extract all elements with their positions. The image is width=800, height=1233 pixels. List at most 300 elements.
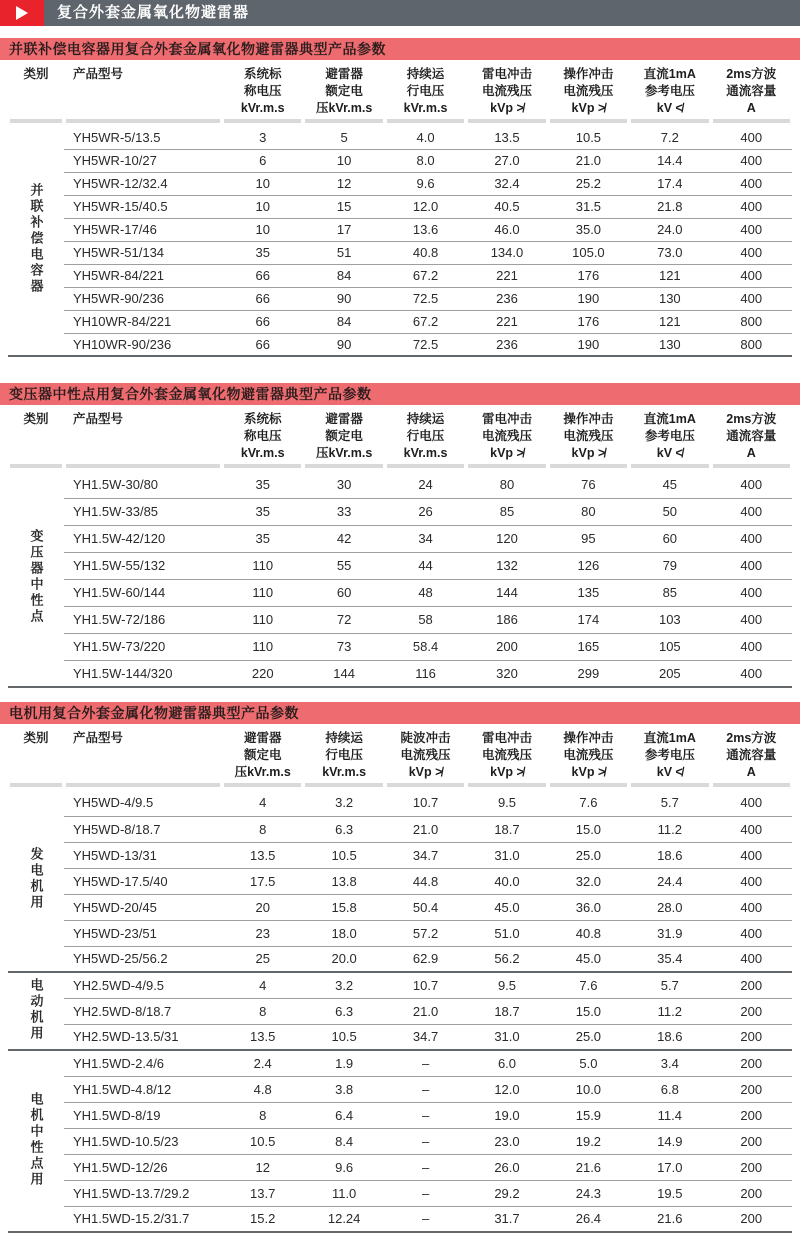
product-model-cell: YH1.5W-30/80	[64, 471, 222, 498]
value-cell: 95	[548, 525, 629, 552]
value-cell: 10	[303, 149, 384, 172]
product-model-cell: YH1.5WD-2.4/6	[64, 1050, 222, 1076]
table-row	[8, 633, 792, 660]
column-header-line: kV ≮	[656, 101, 683, 115]
product-model-cell: YH2.5WD-13.5/31	[64, 1024, 222, 1050]
table-row	[8, 310, 792, 333]
column-header-line: 电流残压	[400, 748, 451, 762]
table-row	[8, 660, 792, 687]
product-model-cell: YH1.5W-33/85	[64, 498, 222, 525]
table-row	[8, 972, 792, 998]
table-row	[8, 1206, 792, 1232]
value-cell: 26.4	[548, 1206, 629, 1232]
value-cell: 35	[222, 241, 303, 264]
header-underline	[468, 119, 545, 123]
value-cell: 6	[222, 149, 303, 172]
column-header-line: kVp ≯	[490, 101, 524, 115]
header-underline	[387, 119, 464, 123]
column-header-line: 持续运	[406, 67, 445, 81]
value-cell: 45	[629, 471, 710, 498]
value-cell: 33	[303, 498, 384, 525]
category-label: 发电机用	[28, 847, 44, 911]
value-cell: 186	[466, 606, 547, 633]
value-cell: 26.0	[466, 1154, 547, 1180]
value-cell: 6.8	[629, 1076, 710, 1102]
table-row	[8, 790, 792, 816]
value-cell: 6.3	[303, 998, 384, 1024]
value-cell: –	[385, 1154, 466, 1180]
section-title-bar	[0, 383, 800, 405]
value-cell: 15.8	[303, 894, 384, 920]
parameters-table	[8, 62, 792, 357]
product-model-cell: YH5WR-15/40.5	[64, 195, 222, 218]
column-header	[385, 407, 466, 462]
value-cell: 51.0	[466, 920, 547, 946]
product-model-cell: YH5WR-12/32.4	[64, 172, 222, 195]
product-model-cell: YH5WD-25/56.2	[64, 946, 222, 972]
value-cell: 144	[303, 660, 384, 687]
value-cell: 31.9	[629, 920, 710, 946]
value-cell: 3.8	[303, 1076, 384, 1102]
value-cell: 42	[303, 525, 384, 552]
column-header-line: kVp ≯	[490, 446, 524, 460]
table-row	[8, 149, 792, 172]
value-cell: 19.0	[466, 1102, 547, 1128]
value-cell: 200	[711, 1128, 792, 1154]
value-cell: 2.4	[222, 1050, 303, 1076]
parameters-table-container	[0, 62, 800, 357]
column-header-line: kVp ≯	[490, 765, 524, 779]
column-header-line: 直流1mA	[643, 67, 696, 81]
value-cell: 35.0	[548, 218, 629, 241]
value-cell: 5.0	[548, 1050, 629, 1076]
value-cell: 320	[466, 660, 547, 687]
product-model-cell: YH5WD-23/51	[64, 920, 222, 946]
value-cell: 400	[711, 606, 792, 633]
value-cell: 5	[303, 126, 384, 149]
value-cell: 51	[303, 241, 384, 264]
header-underline	[631, 783, 708, 787]
product-model-cell: YH1.5WD-10.5/23	[64, 1128, 222, 1154]
value-cell: 13.7	[222, 1180, 303, 1206]
column-header	[711, 407, 792, 462]
column-header	[303, 62, 384, 117]
value-cell: 110	[222, 579, 303, 606]
parameters-table-container	[0, 407, 800, 688]
header-row	[8, 62, 792, 117]
column-header-line: 雷电冲击	[481, 412, 532, 426]
value-cell: 400	[711, 498, 792, 525]
value-cell: 4	[222, 972, 303, 998]
value-cell: 32.0	[548, 868, 629, 894]
value-cell: 9.5	[466, 790, 547, 816]
category-cell	[8, 790, 64, 972]
table-row	[8, 946, 792, 972]
value-cell: 176	[548, 264, 629, 287]
value-cell: 12	[303, 172, 384, 195]
value-cell: 31.5	[548, 195, 629, 218]
column-header	[64, 62, 222, 117]
table-row	[8, 920, 792, 946]
product-model-cell: YH1.5WD-8/19	[64, 1102, 222, 1128]
value-cell: 25	[222, 946, 303, 972]
column-header-line: 系统标	[243, 67, 282, 81]
value-cell: 18.7	[466, 998, 547, 1024]
value-cell: 18.6	[629, 1024, 710, 1050]
value-cell: 400	[711, 946, 792, 972]
value-cell: 200	[711, 1076, 792, 1102]
section-shunt-compensation-capacitor	[0, 38, 800, 357]
value-cell: 84	[303, 264, 384, 287]
page-title: 复合外套金属氧化物避雷器	[57, 4, 250, 21]
value-cell: 15	[303, 195, 384, 218]
table-row	[8, 998, 792, 1024]
value-cell: 200	[711, 972, 792, 998]
value-cell: 400	[711, 264, 792, 287]
column-header	[8, 62, 64, 117]
value-cell: 14.9	[629, 1128, 710, 1154]
column-header-line: kVp ≯	[408, 765, 443, 779]
value-cell: 200	[711, 1024, 792, 1050]
value-cell: 21.8	[629, 195, 710, 218]
value-cell: 40.5	[466, 195, 547, 218]
header-underline	[305, 119, 382, 123]
column-header	[629, 407, 710, 462]
product-model-cell: YH10WR-84/221	[64, 310, 222, 333]
value-cell: 30	[303, 471, 384, 498]
header-underline	[387, 464, 464, 468]
value-cell: 19.5	[629, 1180, 710, 1206]
value-cell: 126	[548, 552, 629, 579]
value-cell: 85	[629, 579, 710, 606]
product-model-cell: YH1.5WD-12/26	[64, 1154, 222, 1180]
value-cell: 73	[303, 633, 384, 660]
value-cell: 13.5	[466, 126, 547, 149]
table-row	[8, 816, 792, 842]
header-underline	[305, 464, 382, 468]
value-cell: 103	[629, 606, 710, 633]
value-cell: 12	[222, 1154, 303, 1180]
value-cell: 4.8	[222, 1076, 303, 1102]
value-cell: 21.0	[385, 998, 466, 1024]
value-cell: 10.7	[385, 790, 466, 816]
value-cell: 4	[222, 790, 303, 816]
value-cell: 25.0	[548, 1024, 629, 1050]
value-cell: 130	[629, 287, 710, 310]
product-model-cell: YH10WR-90/236	[64, 333, 222, 356]
product-model-cell: YH1.5W-55/132	[64, 552, 222, 579]
product-model-cell: YH1.5WD-15.2/31.7	[64, 1206, 222, 1232]
value-cell: 50	[629, 498, 710, 525]
header-underline	[305, 783, 382, 787]
column-header-line: A	[746, 765, 756, 779]
value-cell: 221	[466, 310, 547, 333]
value-cell: 105.0	[548, 241, 629, 264]
column-header-line: kV ≮	[656, 765, 683, 779]
value-cell: 10	[222, 195, 303, 218]
header-underline	[387, 783, 464, 787]
value-cell: 400	[711, 471, 792, 498]
value-cell: 28.0	[629, 894, 710, 920]
header-underline	[713, 119, 790, 123]
value-cell: 7.6	[548, 972, 629, 998]
category-label: 电机中性点用	[28, 1091, 44, 1188]
value-cell: –	[385, 1076, 466, 1102]
value-cell: 90	[303, 287, 384, 310]
column-header-line: A	[746, 101, 756, 115]
column-header-line: 产品型号	[73, 67, 124, 81]
column-header-line: 产品型号	[73, 412, 124, 426]
product-model-cell: YH1.5W-73/220	[64, 633, 222, 660]
value-cell: 21.6	[629, 1206, 710, 1232]
value-cell: 400	[711, 579, 792, 606]
value-cell: 32.4	[466, 172, 547, 195]
column-header-line: 额定电	[325, 84, 363, 98]
value-cell: 72.5	[385, 333, 466, 356]
value-cell: 110	[222, 633, 303, 660]
value-cell: 31.0	[466, 1024, 547, 1050]
column-header-line: 电流残压	[481, 748, 532, 762]
value-cell: 66	[222, 333, 303, 356]
value-cell: 90	[303, 333, 384, 356]
column-header-line: A	[746, 446, 756, 460]
column-header-line: 额定电	[325, 429, 363, 443]
value-cell: 13.6	[385, 218, 466, 241]
value-cell: 14.4	[629, 149, 710, 172]
value-cell: 10	[222, 172, 303, 195]
column-header	[64, 407, 222, 462]
value-cell: 3.2	[303, 972, 384, 998]
value-cell: 400	[711, 287, 792, 310]
value-cell: 85	[466, 498, 547, 525]
column-header-line: 行电压	[406, 84, 445, 98]
product-model-cell: YH1.5WD-13.7/29.2	[64, 1180, 222, 1206]
product-model-cell: YH1.5W-144/320	[64, 660, 222, 687]
value-cell: 44	[385, 552, 466, 579]
column-header-line: 行电压	[325, 748, 363, 762]
value-cell: 48	[385, 579, 466, 606]
value-cell: 5.7	[629, 790, 710, 816]
header-underline	[550, 783, 627, 787]
column-header	[711, 726, 792, 781]
column-header-line: 操作冲击	[563, 67, 614, 81]
table-row	[8, 126, 792, 149]
value-cell: 35	[222, 525, 303, 552]
product-model-cell: YH5WD-17.5/40	[64, 868, 222, 894]
value-cell: 400	[711, 868, 792, 894]
header-underline	[631, 119, 708, 123]
column-header-line: 压kVr.m.s	[315, 446, 373, 460]
value-cell: 20.0	[303, 946, 384, 972]
category-cell	[8, 471, 64, 687]
header-underline-row	[8, 462, 792, 471]
value-cell: 66	[222, 310, 303, 333]
page-header-bar	[0, 0, 800, 26]
value-cell: 80	[466, 471, 547, 498]
header-underline	[10, 464, 62, 468]
value-cell: 165	[548, 633, 629, 660]
value-cell: 26	[385, 498, 466, 525]
parameters-table-container	[0, 726, 800, 1233]
value-cell: 9.6	[385, 172, 466, 195]
value-cell: 6.0	[466, 1050, 547, 1076]
value-cell: 60	[303, 579, 384, 606]
header-row	[8, 407, 792, 462]
value-cell: 27.0	[466, 149, 547, 172]
value-cell: 1.9	[303, 1050, 384, 1076]
value-cell: 17	[303, 218, 384, 241]
column-header-line: 通流容量	[726, 429, 777, 443]
value-cell: 110	[222, 552, 303, 579]
value-cell: 10.5	[303, 842, 384, 868]
value-cell: 23.0	[466, 1128, 547, 1154]
value-cell: 35.4	[629, 946, 710, 972]
value-cell: 400	[711, 920, 792, 946]
header-underline	[66, 119, 220, 123]
column-header-line: 系统标	[243, 412, 282, 426]
column-header-line: kVr.m.s	[403, 446, 448, 460]
value-cell: 10.5	[222, 1128, 303, 1154]
value-cell: 400	[711, 126, 792, 149]
value-cell: –	[385, 1128, 466, 1154]
value-cell: –	[385, 1206, 466, 1232]
column-header-line: 电流残压	[563, 429, 614, 443]
header-underline	[66, 783, 220, 787]
value-cell: 400	[711, 172, 792, 195]
value-cell: 400	[711, 633, 792, 660]
column-header	[548, 407, 629, 462]
table-row	[8, 579, 792, 606]
value-cell: 73.0	[629, 241, 710, 264]
product-model-cell: YH2.5WD-8/18.7	[64, 998, 222, 1024]
table-row	[8, 552, 792, 579]
value-cell: 400	[711, 525, 792, 552]
column-header	[629, 62, 710, 117]
section-motor	[0, 702, 800, 1233]
category-cell	[8, 972, 64, 1050]
value-cell: 57.2	[385, 920, 466, 946]
value-cell: 5.7	[629, 972, 710, 998]
product-model-cell: YH1.5WD-4.8/12	[64, 1076, 222, 1102]
column-header	[548, 726, 629, 781]
value-cell: 400	[711, 552, 792, 579]
value-cell: 79	[629, 552, 710, 579]
column-header-line: 通流容量	[726, 748, 777, 762]
column-header	[222, 407, 303, 462]
value-cell: 220	[222, 660, 303, 687]
table-row	[8, 1102, 792, 1128]
column-header-line: 额定电	[243, 748, 282, 762]
section-title-bar	[0, 702, 800, 724]
value-cell: 11.2	[629, 816, 710, 842]
value-cell: 11.2	[629, 998, 710, 1024]
value-cell: 66	[222, 287, 303, 310]
value-cell: 400	[711, 816, 792, 842]
parameters-table	[8, 407, 792, 688]
value-cell: 400	[711, 195, 792, 218]
value-cell: 6.3	[303, 816, 384, 842]
column-header-line: 2ms方波	[726, 731, 777, 745]
value-cell: 76	[548, 471, 629, 498]
product-model-cell: YH5WR-17/46	[64, 218, 222, 241]
value-cell: 134.0	[466, 241, 547, 264]
value-cell: 200	[711, 1102, 792, 1128]
value-cell: 15.0	[548, 816, 629, 842]
column-header-line: 类别	[23, 412, 49, 426]
value-cell: 9.6	[303, 1154, 384, 1180]
value-cell: 17.0	[629, 1154, 710, 1180]
column-header-line: kVr.m.s	[240, 446, 285, 460]
value-cell: 121	[629, 264, 710, 287]
table-row	[8, 172, 792, 195]
product-model-cell: YH5WD-4/9.5	[64, 790, 222, 816]
value-cell: 236	[466, 333, 547, 356]
value-cell: 9.5	[466, 972, 547, 998]
value-cell: 18.7	[466, 816, 547, 842]
column-header-line: 雷电冲击	[481, 731, 532, 745]
column-header	[385, 726, 466, 781]
value-cell: 10.0	[548, 1076, 629, 1102]
category-label: 并联补偿电容器	[28, 183, 44, 295]
value-cell: 60	[629, 525, 710, 552]
value-cell: 205	[629, 660, 710, 687]
table-row	[8, 498, 792, 525]
table-row	[8, 894, 792, 920]
product-model-cell: YH5WR-84/221	[64, 264, 222, 287]
column-header	[8, 407, 64, 462]
value-cell: 3.4	[629, 1050, 710, 1076]
column-header	[548, 62, 629, 117]
value-cell: 176	[548, 310, 629, 333]
header-underline	[10, 783, 62, 787]
table-row	[8, 287, 792, 310]
value-cell: 17.4	[629, 172, 710, 195]
value-cell: 40.8	[548, 920, 629, 946]
category-label: 电动机用	[28, 977, 44, 1042]
value-cell: 23	[222, 920, 303, 946]
product-model-cell: YH5WD-13/31	[64, 842, 222, 868]
column-header-line: kVp ≯	[571, 446, 606, 460]
value-cell: 29.2	[466, 1180, 547, 1206]
column-header-line: 2ms方波	[726, 412, 777, 426]
value-cell: 13.5	[222, 842, 303, 868]
column-header-line: 参考电压	[644, 748, 695, 762]
column-header-line: 电流残压	[481, 84, 532, 98]
value-cell: 121	[629, 310, 710, 333]
value-cell: 200	[711, 1206, 792, 1232]
value-cell: 116	[385, 660, 466, 687]
value-cell: 3.2	[303, 790, 384, 816]
value-cell: 10	[222, 218, 303, 241]
header-underline	[550, 119, 627, 123]
value-cell: 24.0	[629, 218, 710, 241]
value-cell: 200	[711, 1180, 792, 1206]
value-cell: 31.0	[466, 842, 547, 868]
section-title-bar	[0, 38, 800, 60]
table-row	[8, 1076, 792, 1102]
value-cell: 18.0	[303, 920, 384, 946]
value-cell: 34.7	[385, 1024, 466, 1050]
value-cell: 3	[222, 126, 303, 149]
value-cell: 110	[222, 606, 303, 633]
product-model-cell: YH5WD-20/45	[64, 894, 222, 920]
value-cell: 10.7	[385, 972, 466, 998]
category-label: 变压器中性点	[28, 529, 44, 625]
parameters-table	[8, 726, 792, 1233]
column-header	[222, 62, 303, 117]
value-cell: 130	[629, 333, 710, 356]
product-model-cell: YH1.5W-72/186	[64, 606, 222, 633]
